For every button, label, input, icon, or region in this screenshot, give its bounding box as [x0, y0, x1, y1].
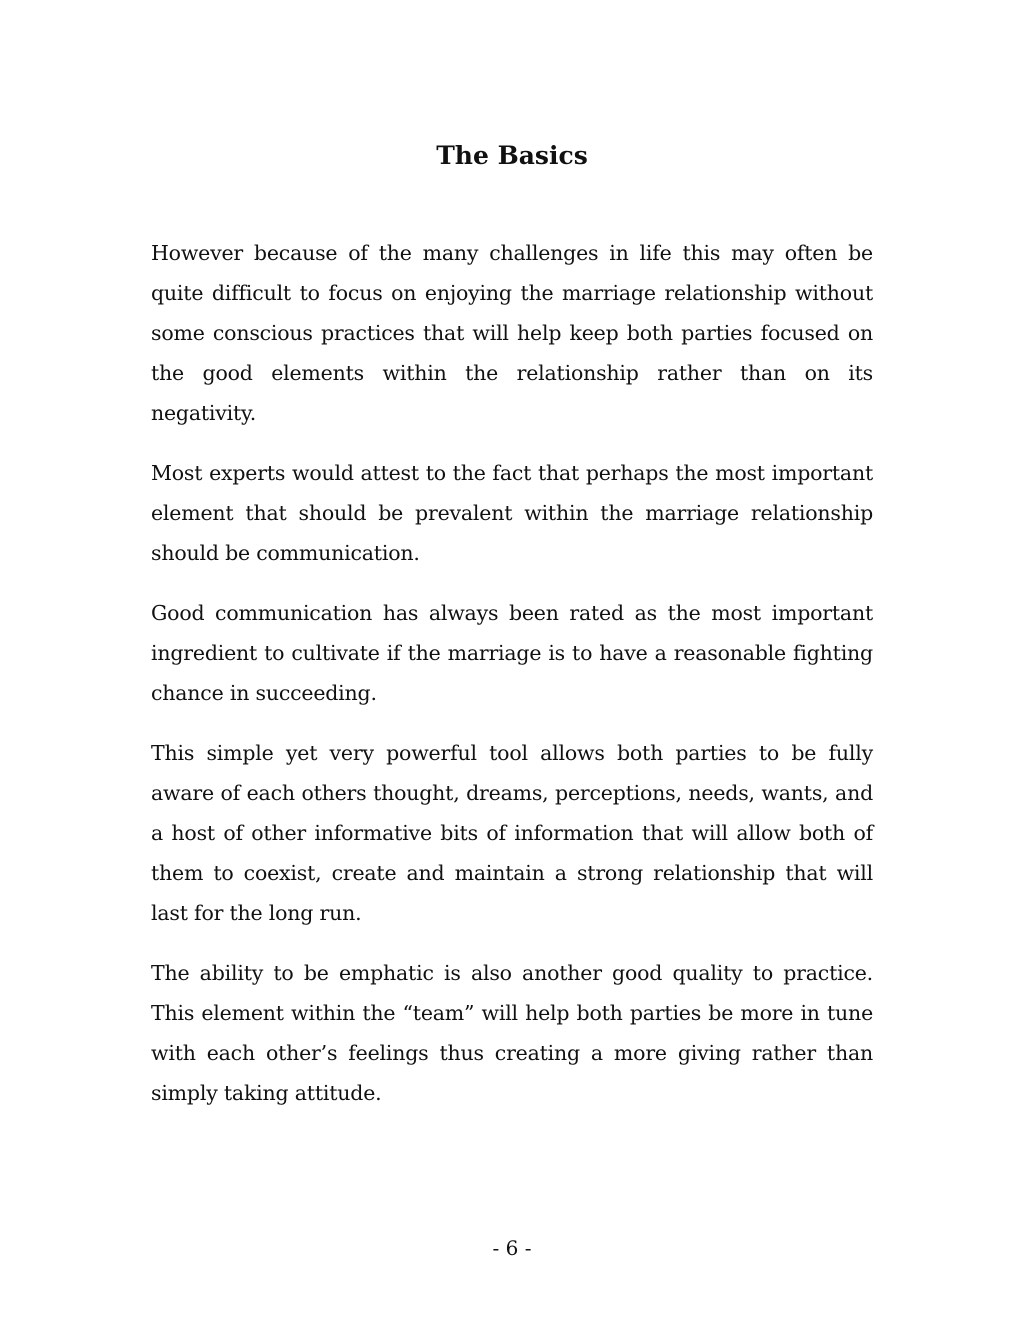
- page-title: The Basics: [436, 141, 588, 170]
- paragraph-2: Most experts would attest to the fact that perhaps the most important element that should be prevalent within the marriage relationship should be communication.: [151, 461, 873, 565]
- paragraph-1: However because of the many challenges in life this may often be quite difficult to focus on enjoying the marriage relationship without some conscious practices that will help keep both parties focused on the good elements within the relationship rather than on its negativity.: [151, 241, 873, 425]
- body-text: [151, 233, 873, 1133]
- paragraph-3: Good communication has always been rated as the most important ingredient to cultivate if the marriage is to have a reasonable fighting chance in succeeding.: [151, 601, 873, 705]
- page-number: - 6 -: [492, 1236, 532, 1260]
- paragraph-5: The ability to be emphatic is also another good quality to practice. This element within the “team” will help both parties be more in tune with each other’s feelings thus creating a more giving rather than simply taking attitude.: [151, 961, 873, 1105]
- paragraph-4: This simple yet very powerful tool allows both parties to be fully aware of each others thought, dreams, perceptions, needs, wants, and a host of other informative bits of information that will allow both of them to coexist, create and maintain a strong relationship that will last for the long run.: [151, 741, 873, 925]
